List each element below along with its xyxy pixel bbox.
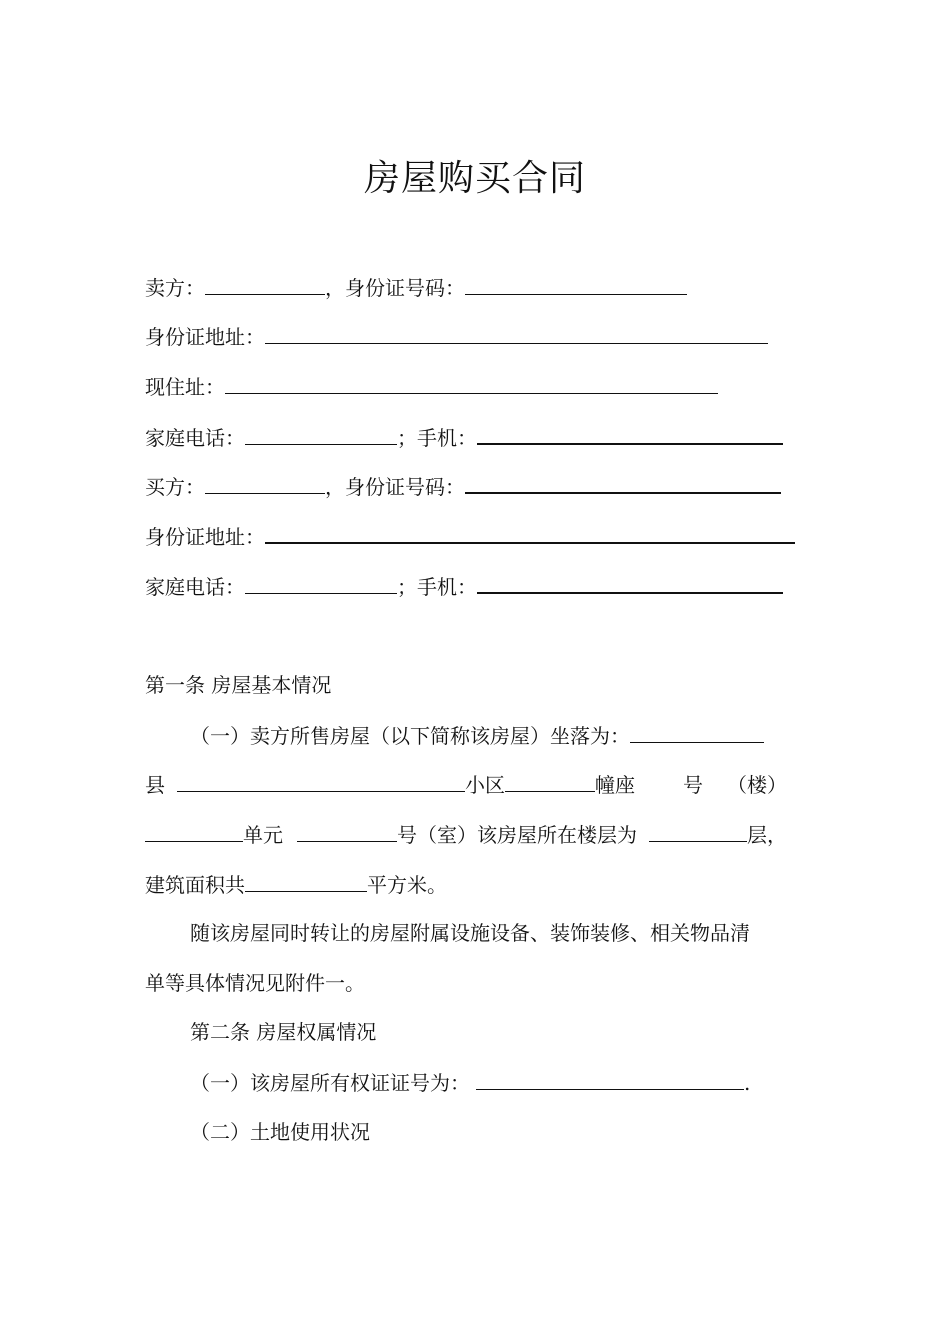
seller-id-label: ，身份证号码：	[325, 276, 465, 300]
county-label: 县	[145, 773, 165, 797]
article1-area-row	[145, 869, 447, 899]
article1-address-row	[145, 769, 787, 799]
floor-suffix: 层，	[747, 823, 787, 847]
area-prefix: 建筑面积共	[145, 873, 245, 897]
buyer-home-phone-label: 家庭电话：	[145, 575, 245, 599]
article1-p1-text: （一）卖方所售房屋（以下简称该房屋）坐落为：	[190, 724, 630, 748]
seller-phone-row	[145, 421, 783, 451]
county-field[interactable]	[177, 769, 465, 792]
buyer-id-label: ，身份证号码：	[325, 475, 465, 499]
room-label: 号（室）该房屋所在楼层为	[397, 823, 637, 847]
seller-current-address-row	[145, 371, 718, 401]
article1-p1-row	[190, 720, 764, 750]
cert-number-field[interactable]	[476, 1067, 744, 1090]
article1-p2-line2: 单等具体情况见附件一。	[145, 971, 365, 995]
area-suffix: 平方米。	[367, 873, 447, 897]
floor-paren-label: （楼）	[727, 773, 787, 797]
seller-mobile-label: ；手机：	[397, 426, 477, 450]
seller-mobile-field[interactable]	[477, 421, 783, 445]
seller-name-field[interactable]	[205, 272, 325, 295]
seller-id-field[interactable]	[465, 272, 687, 295]
article2-heading: 第二条 房屋权属情况	[190, 1020, 377, 1044]
room-field[interactable]	[297, 819, 397, 842]
unit-label: 单元	[243, 823, 283, 847]
buyer-row	[145, 470, 781, 500]
article2-cert-row	[190, 1067, 750, 1097]
number-label: 号	[683, 773, 703, 797]
buyer-id-address-field[interactable]	[265, 520, 795, 544]
seller-home-phone-field[interactable]	[245, 422, 397, 445]
seller-id-address-label: 身份证地址：	[145, 325, 265, 349]
seller-home-phone-label: 家庭电话：	[145, 426, 245, 450]
cert-end: .	[744, 1071, 751, 1095]
buyer-id-address-label: 身份证地址：	[145, 525, 265, 549]
article1-unit-row	[145, 819, 787, 849]
community-label: 小区	[465, 773, 505, 797]
buyer-label: 买方：	[145, 475, 205, 499]
buyer-phone-row	[145, 570, 783, 600]
seller-id-address-row	[145, 321, 768, 351]
buyer-mobile-label: ；手机：	[397, 575, 477, 599]
seller-id-address-field[interactable]	[265, 321, 768, 344]
article1-heading: 第一条 房屋基本情况	[145, 673, 332, 697]
floor-field[interactable]	[649, 819, 747, 842]
seller-current-address-field[interactable]	[225, 371, 718, 394]
seller-current-address-label: 现住址：	[145, 375, 225, 399]
buyer-name-field[interactable]	[205, 471, 325, 494]
location-field[interactable]	[630, 720, 764, 743]
buyer-id-address-row	[145, 520, 795, 550]
article1-p2-line1: 随该房屋同时转让的房屋附属设施设备、装饰装修、相关物品清	[190, 921, 750, 945]
page-title: 房屋购买合同	[363, 158, 586, 199]
community-field[interactable]	[505, 769, 595, 792]
cert-label: （一）该房屋所有权证证号为：	[190, 1071, 470, 1095]
seller-row	[145, 272, 687, 302]
article2-land-row: （二）土地使用状况	[190, 1120, 370, 1144]
seller-label: 卖方：	[145, 276, 205, 300]
area-field[interactable]	[245, 869, 367, 892]
buyer-home-phone-field[interactable]	[245, 571, 397, 594]
building-label: 幢座	[595, 773, 635, 797]
buyer-id-field[interactable]	[465, 470, 781, 494]
buyer-mobile-field[interactable]	[477, 570, 783, 594]
unit-field[interactable]	[145, 819, 243, 842]
